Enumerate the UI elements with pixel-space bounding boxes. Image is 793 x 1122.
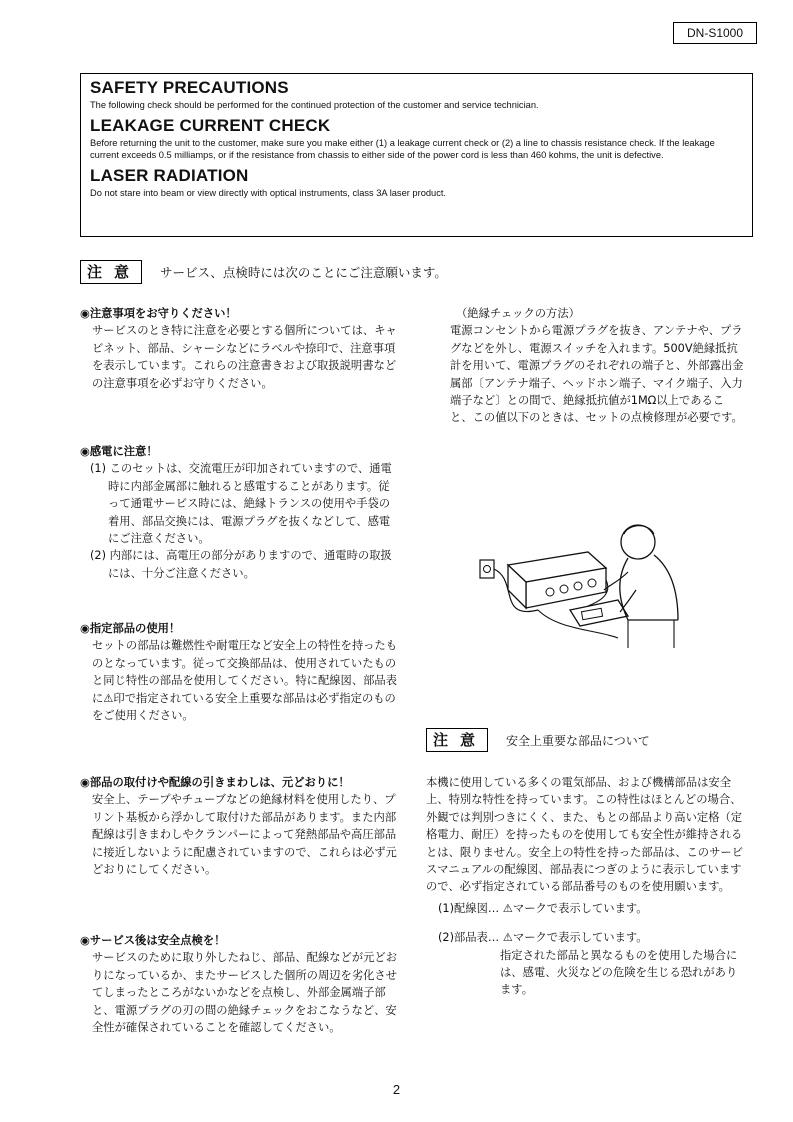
section-reinstall-parts bbox=[80, 774, 398, 878]
laser-title: LASER RADIATION bbox=[90, 166, 249, 185]
model-number: DN-S1000 bbox=[673, 22, 757, 44]
section-body: セットの部品は難燃性や耐電圧など安全上の特性を持ったものとなっています。従って交換部品は、使用されていたものと同じ特性の部品を使用してください。特に配線図、部品表に⚠印で指定されている安全上重要な部品は必ず指定のものをご使用ください。 bbox=[92, 639, 398, 723]
section-electric-shock bbox=[80, 443, 398, 582]
caution-heading-parts bbox=[426, 728, 650, 752]
section-body: 安全上、テープやチューブなどの絶縁材料を使用したり、プリント基板から浮かして取付けた部品があります。また内部配線は引きまわしやクランパーによって発熱部品や高圧部品に接近しないように配慮されていますので、これらは必ず元どおりにしてください。 bbox=[92, 793, 397, 877]
insulation-check-illustration bbox=[478, 520, 684, 650]
leakage-title: LEAKAGE CURRENT CHECK bbox=[90, 116, 331, 135]
caution-label: 注意 bbox=[80, 260, 142, 284]
section-observe-notes bbox=[80, 305, 398, 392]
section-body: 電源コンセントから電源プラグを抜き、アンテナや、プラグなどを外し、電源スイッチを入れます。500V絶縁抵抗計を用いて、電源プラグのそれぞれの端子と、外部露出金属部〔アンテナ端子、ヘッドホン端子、マイク端子、入力端子など〕との間で、絶縁抵抗値が1MΩ以上であること、この値以下のときは、セットの点検修理が必要です。 bbox=[450, 324, 744, 425]
caution-label: 注意 bbox=[426, 728, 488, 752]
section-important-parts bbox=[426, 774, 746, 999]
laser-text: Do not stare into beam or view directly with optical instruments, class 3A laser product. bbox=[90, 188, 447, 198]
mark-parts-list-note: 指定された部品と異なるものを使用した場合には、感電、火災などの危険を生じる恐れがあります。 bbox=[500, 948, 738, 997]
section-insulation-check bbox=[450, 305, 745, 427]
safety-title: SAFETY PRECAUTIONS bbox=[90, 78, 289, 97]
section-heading: ◉部品の取付けや配線の引きまわしは、元どおりに！ bbox=[80, 776, 350, 789]
section-heading: ◉感電に注意！ bbox=[80, 445, 158, 458]
section-heading: ◉サービス後は安全点検を！ bbox=[80, 934, 226, 947]
section-body: サービスのとき特に注意を必要とする個所については、キャビネット、部品、シャーシなどにラベルや捺印で、注意事項を表示しています。これらの注意書きおよび取扱説明書などの注意事項を必ずお守りください。 bbox=[92, 324, 397, 390]
section-heading: ◉指定部品の使用！ bbox=[80, 622, 181, 635]
list-item: (1) このセットは、交流電圧が印加されていますので、通電時に内部金属部に触れると感電することがあります。従って通電サービス時には、絶縁トランスの使用や手袋の着用、部品交換には、電源プラグを抜くなどして、感電にご注意ください。 bbox=[90, 462, 392, 546]
section-body: 本機に使用している多くの電気部品、および機構部品は安全上、特別な特性を持っています。この特性はほとんどの場合、外観では判別つきにくく、また、もとの部品より高い定格（定格電力、耐圧）を持ったものを使用しても安全性が維持されるとは、限りません。安全上の特性を持った部品は、このサービスマニュアルの配線図、部品表につぎのように表示していますので、必ず指定されている部品番号のものを使用願います。 bbox=[426, 776, 743, 894]
section-specified-parts bbox=[80, 620, 398, 724]
section-body: サービスのために取り外したねじ、部品、配線などが元どおりになっているか、またサービスした個所の周辺を劣化させてしまったところがないかなどを点検し、外部金属端子部と、電源プラグの刃の間の絶縁チェックをおこなうなど、安全性が確保されていることを確認してください。 bbox=[92, 951, 398, 1035]
mark-parts-list: (2)部品表… ⚠マークで表示しています。 bbox=[438, 931, 648, 945]
safety-text: The following check should be performed for the continued protection of the customer and service technician. bbox=[90, 100, 539, 110]
section-safety-inspection bbox=[80, 932, 398, 1036]
caution-heading-service bbox=[80, 260, 447, 284]
leakage-text: Before returning the unit to the customer, make sure you make either (1) a leakage current check or (2) a line to chassis resistance check. If the leakage current exceeds 0.5 milliamps, or if the resistance from chassis to either side of the power cord is less than 460 kohms, the unit is defective. bbox=[90, 138, 715, 160]
caution-text: 安全上重要な部品について bbox=[506, 733, 650, 748]
page-number: 2 bbox=[392, 1082, 401, 1097]
safety-precautions-box bbox=[80, 73, 753, 237]
list-item: (2) 内部には、高電圧の部分がありますので、通電時の取扱には、十分ご注意ください。 bbox=[90, 549, 392, 580]
caution-text: サービス、点検時には次のことにご注意願います。 bbox=[160, 265, 447, 280]
section-heading: ◉注意事項をお守りください！ bbox=[80, 307, 237, 320]
mark-wiring-diagram: (1)配線図… ⚠マークで表示しています。 bbox=[438, 901, 648, 915]
section-heading: （絶縁チェックの方法） bbox=[456, 307, 580, 320]
